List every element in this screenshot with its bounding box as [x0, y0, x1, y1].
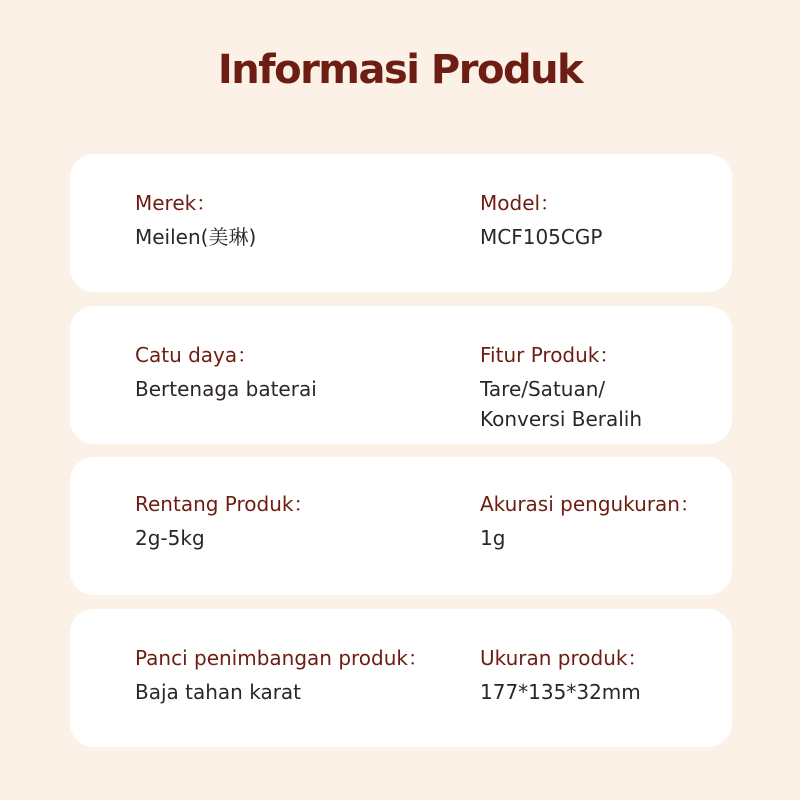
info-card-brand-model	[70, 154, 732, 292]
info-power-supply	[135, 340, 475, 404]
info-weighing-pan	[135, 643, 475, 707]
page-title: Informasi Produk	[217, 47, 583, 93]
info-value: Bertenaga baterai	[135, 377, 317, 401]
info-label: Fitur Produk：	[480, 343, 620, 367]
info-value: 1g	[480, 526, 506, 550]
info-label: Model：	[480, 191, 561, 215]
info-card-pan-size	[70, 609, 732, 747]
info-value: 2g-5kg	[135, 526, 205, 550]
info-value: MCF105CGP	[480, 225, 603, 249]
info-features	[480, 340, 730, 434]
info-value: Baja tahan karat	[135, 680, 302, 704]
info-model	[480, 188, 730, 252]
info-range	[135, 489, 475, 553]
info-card-power-features	[70, 306, 732, 444]
info-label: Catu daya：	[135, 343, 258, 367]
info-brand	[135, 188, 475, 252]
info-value: 177*135*32mm	[480, 680, 641, 704]
info-label: Merek：	[135, 191, 217, 215]
info-label: Akurasi pengukuran：	[480, 492, 700, 516]
info-label: Panci penimbangan produk：	[135, 646, 428, 670]
info-value: Tare/Satuan/ Konversi Beralih	[480, 377, 643, 431]
info-label: Ukuran produk：	[480, 646, 648, 670]
info-product-size	[480, 643, 730, 707]
info-label: Rentang Produk：	[135, 492, 314, 516]
info-value: Meilen(美琳)	[135, 225, 257, 249]
info-accuracy	[480, 489, 730, 553]
info-card-range-accuracy	[70, 457, 732, 595]
